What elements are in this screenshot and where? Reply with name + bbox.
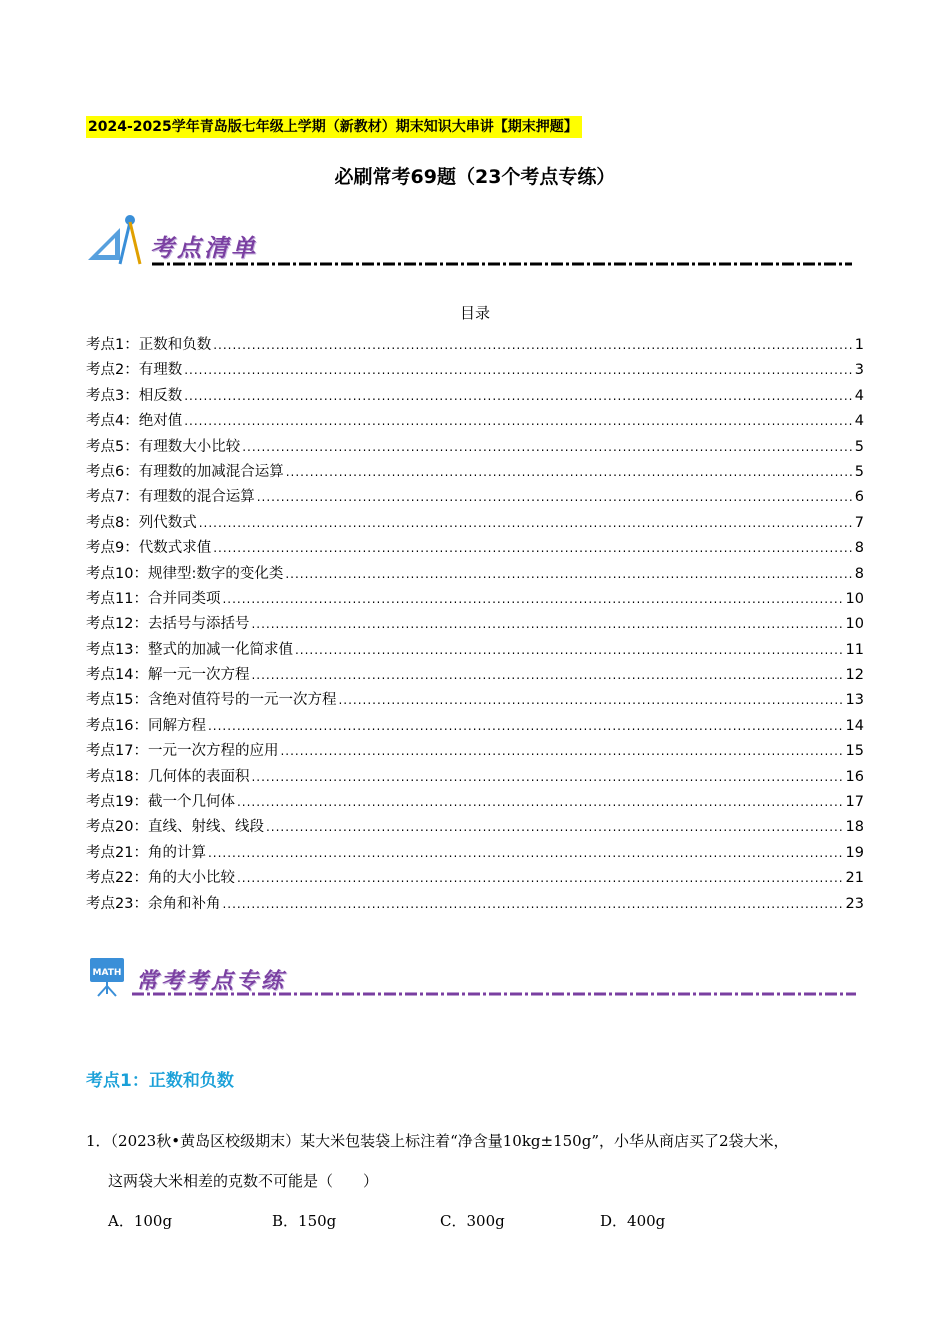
toc-item-label: 考点23：余角和补角 — [86, 895, 221, 912]
toc-item-page: 18 — [845, 819, 864, 836]
toc-leader-dots — [208, 841, 844, 866]
document-header: 2024-2025学年青岛版七年级上学期（新教材）期末知识大串讲【期末押题】 — [86, 116, 582, 138]
toc-leader-dots — [184, 384, 853, 409]
option-b[interactable]: B．150g — [272, 1212, 337, 1230]
question-stem-line1: 1．（2023秋•黄岛区校级期末）某大米包装袋上标注着“净含量10kg±150g”，小华从商店买了2袋大米， — [86, 1132, 789, 1150]
toc-item-page: 5 — [854, 438, 864, 455]
toc-leader-dots — [257, 485, 853, 510]
practice-banner-title: 常考考点专练 — [136, 968, 287, 994]
toc-item[interactable] — [86, 612, 864, 637]
toc-item-page: 4 — [854, 387, 864, 404]
toc-item-page: 3 — [854, 362, 864, 379]
toc-item-label: 考点20：直线、射线、线段 — [86, 819, 264, 836]
toc-item-page: 6 — [854, 489, 864, 506]
toc-item-label: 考点15：含绝对值符号的一元一次方程 — [86, 692, 337, 709]
toc-item[interactable] — [86, 409, 864, 434]
toc-leader-dots — [280, 739, 843, 764]
toc-item[interactable] — [86, 562, 864, 587]
toc-leader-dots — [237, 790, 844, 815]
toc-item-label: 考点17：一元一次方程的应用 — [86, 743, 279, 760]
practice-banner — [86, 956, 856, 1000]
toc-item-page: 4 — [854, 413, 864, 430]
toc-item-label: 考点8：列代数式 — [86, 514, 197, 531]
toc-item-label: 考点7：有理数的混合运算 — [86, 489, 255, 506]
option-a[interactable]: A．100g — [108, 1212, 173, 1230]
toc-item-label: 考点11：合并同类项 — [86, 590, 221, 607]
toc-item[interactable] — [86, 638, 864, 663]
toc-leader-dots — [184, 409, 853, 434]
toc-item-label: 考点18：几何体的表面积 — [86, 768, 250, 785]
toc-item-page: 21 — [845, 870, 864, 887]
toc-item-label: 考点4：绝对值 — [86, 413, 183, 430]
toc-item[interactable] — [86, 587, 864, 612]
toc-item-label: 考点10：规律型:数字的变化类 — [86, 565, 284, 582]
toc-item-label: 考点12：去括号与添括号 — [86, 616, 250, 633]
toc-leader-dots — [184, 358, 853, 383]
toc-item-page: 12 — [845, 667, 864, 684]
toc-item[interactable] — [86, 536, 864, 561]
toc-item[interactable] — [86, 511, 864, 536]
toc-leader-dots — [251, 765, 843, 790]
toc-leader-dots — [251, 663, 843, 688]
toc-leader-dots — [222, 587, 843, 612]
toc-item[interactable] — [86, 739, 864, 764]
toc-leader-dots — [237, 866, 844, 891]
toc-item-page: 14 — [845, 717, 864, 734]
toc-banner — [86, 208, 856, 272]
option-d[interactable]: D．400g — [600, 1212, 666, 1230]
toc-item-label: 考点13：整式的加减一化简求值 — [86, 641, 293, 658]
toc-leader-dots — [242, 435, 853, 460]
toc-item-page: 19 — [845, 844, 864, 861]
toc-item-page: 5 — [854, 463, 864, 480]
question-1 — [86, 1128, 886, 1234]
toc-item-label: 考点22：角的大小比较 — [86, 870, 235, 887]
toc-item-label: 考点9：代数式求值 — [86, 540, 212, 557]
toc-leader-dots — [213, 333, 853, 358]
toc-item-page: 10 — [845, 616, 864, 633]
toc-leader-dots — [286, 460, 853, 485]
toc-item[interactable] — [86, 358, 864, 383]
toc-item[interactable] — [86, 790, 864, 815]
toc-item[interactable] — [86, 714, 864, 739]
toc-leader-dots — [295, 638, 844, 663]
toc-item[interactable] — [86, 384, 864, 409]
table-of-contents — [86, 333, 864, 917]
toc-item[interactable] — [86, 333, 864, 358]
toc-leader-dots — [266, 815, 844, 840]
toc-item-label: 考点14：解一元一次方程 — [86, 667, 250, 684]
toc-item-page: 16 — [845, 768, 864, 785]
toc-item-page: 17 — [845, 794, 864, 811]
toc-item-label: 考点19：截一个几何体 — [86, 794, 235, 811]
toc-item[interactable] — [86, 460, 864, 485]
toc-item-label: 考点3：相反数 — [86, 387, 183, 404]
toc-item-label: 考点1：正数和负数 — [86, 337, 212, 353]
toc-leader-dots — [338, 688, 843, 713]
answer-options — [86, 1208, 886, 1234]
toc-item-label: 考点16：同解方程 — [86, 717, 206, 734]
toc-heading: 目录 — [459, 304, 490, 322]
toc-leader-dots — [208, 714, 844, 739]
toc-item-page: 13 — [845, 692, 864, 709]
math-board-label: MATH — [92, 968, 122, 978]
toc-item[interactable] — [86, 435, 864, 460]
toc-item[interactable] — [86, 815, 864, 840]
toc-item-page: 23 — [845, 895, 864, 912]
toc-item-page: 8 — [854, 565, 864, 582]
toc-item[interactable] — [86, 663, 864, 688]
toc-item-label: 考点5：有理数大小比较 — [86, 438, 241, 455]
toc-leader-dots — [199, 511, 853, 536]
toc-item-label: 考点21：角的计算 — [86, 844, 206, 861]
toc-item[interactable] — [86, 485, 864, 510]
question-stem-line2: 这两袋大米相差的克数不可能是（ ） — [108, 1172, 379, 1190]
toc-item[interactable] — [86, 688, 864, 713]
toc-item-page: 15 — [845, 743, 864, 760]
toc-item[interactable] — [86, 841, 864, 866]
toc-item-label: 考点6：有理数的加减混合运算 — [86, 463, 284, 480]
toc-leader-dots — [213, 536, 853, 561]
toc-item-page: 11 — [845, 641, 864, 658]
toc-banner-title: 考点清单 — [150, 233, 258, 262]
toc-item-page: 8 — [854, 540, 864, 557]
document-title: 必刷常考69题（23个考点专练） — [334, 166, 616, 188]
toc-item[interactable] — [86, 765, 864, 790]
toc-item[interactable] — [86, 866, 864, 891]
option-c[interactable]: C．300g — [440, 1212, 505, 1230]
toc-leader-dots — [222, 892, 843, 917]
toc-leader-dots — [285, 562, 852, 587]
section-heading: 考点1：正数和负数 — [86, 1071, 234, 1091]
toc-item-page: 10 — [845, 590, 864, 607]
toc-item-page: 7 — [854, 514, 864, 531]
toc-item[interactable] — [86, 892, 864, 917]
toc-item-page: 1 — [854, 337, 864, 353]
toc-item-label: 考点2：有理数 — [86, 362, 183, 379]
toc-leader-dots — [251, 612, 843, 637]
